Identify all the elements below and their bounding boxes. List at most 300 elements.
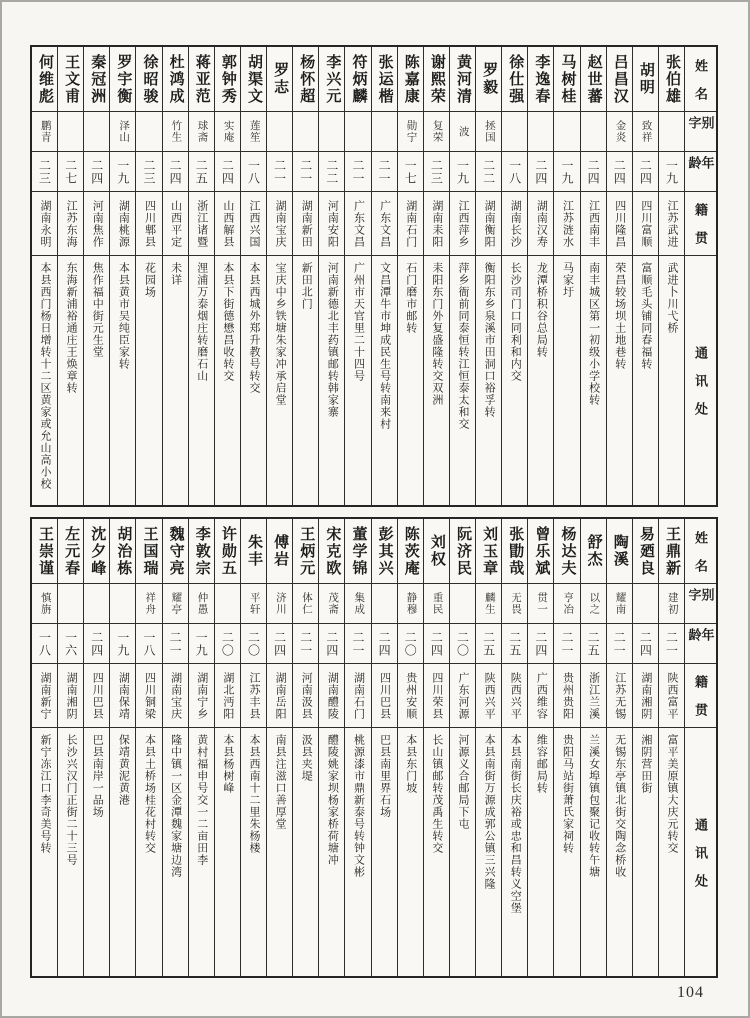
address-cell: 长沙司门口同利和内交 [509,262,522,382]
name-cell: 朱丰 [241,519,266,584]
address-cell: 本县西城外郑升教号转交 [247,262,260,394]
native-place-cell: 湖南保靖 [110,664,135,728]
address-cell: 龙潭桥积谷总局转 [535,262,548,358]
age-cell: 一九 [450,152,475,192]
name-cell: 魏守亮 [163,519,188,584]
courtesy-name-cell [554,112,579,152]
name-cell: 罗志 [267,47,292,112]
courtesy-name-cell: 亨冶 [554,584,579,624]
roster-table-top [30,45,718,507]
name-cell: 王文甫 [58,47,83,112]
courtesy-name-cell: 致祥 [633,112,658,152]
row-header-zi: 别 字 [685,112,716,152]
courtesy-name-cell: 金炎 [607,112,632,152]
native-place-cell: 广东河源 [450,664,475,728]
address-cell: 本县黄市吴纯臣家转 [117,262,130,370]
courtesy-name-cell [528,112,553,152]
age-cell: 二一 [293,624,318,664]
age-cell: 二一 [345,152,370,192]
native-place-cell: 湖南岳阳 [267,664,292,728]
courtesy-name-cell [659,112,684,152]
courtesy-name-cell [293,112,318,152]
name-cell: 陈嘉康 [398,47,423,112]
native-place-cell: 山西平定 [163,192,188,256]
courtesy-name-cell: 济川 [267,584,292,624]
address-cell: 富平美原镇大庆元转交 [665,734,678,854]
person-column [83,47,109,505]
age-cell: 一九 [189,624,214,664]
native-place-cell: 江苏丰县 [241,664,266,728]
name-cell: 罗宇衡 [110,47,135,112]
native-place-cell: 江西兴国 [241,192,266,256]
name-cell: 赵世蕃 [581,47,606,112]
address-cell: 萍乡衙前同泰恒转江恒泰太和交 [456,262,469,430]
courtesy-name-cell [267,112,292,152]
name-cell: 刘权 [424,519,449,584]
address-cell: 贵阳马站街萧氏家祠转 [561,734,574,854]
person-column [553,519,579,976]
address-cell: 衡阳东乡泉溪市田洞口裕孚转 [483,262,496,418]
address-cell: 宝庆中乡铁塘朱家冲承启堂 [274,262,287,406]
address-cell: 黄村福申号交一二亩田李 [195,734,208,866]
age-cell: 一六 [58,624,83,664]
native-place-cell: 四川荣县 [424,664,449,728]
courtesy-name-cell: 祥舟 [136,584,161,624]
native-place-cell: 陕西兴平 [502,664,527,728]
name-cell: 杜鸿成 [163,47,188,112]
person-column [371,47,397,505]
name-cell: 傅岩 [267,519,292,584]
age-cell: 二一 [554,624,579,664]
age-cell: 一八 [136,624,161,664]
age-cell: 二〇 [215,624,240,664]
person-column [266,47,292,505]
native-place-cell: 湖南新宁 [32,664,57,728]
native-place-cell: 江西萍乡 [450,192,475,256]
address-cell: 湘阴营田街 [639,734,652,794]
native-place-cell: 湖南湘阴 [633,664,658,728]
native-place-cell: 湖南醴陵 [319,664,344,728]
native-place-cell: 四川郫县 [136,192,161,256]
name-cell: 徐昭骏 [136,47,161,112]
person-column [553,47,579,505]
age-cell: 二四 [633,624,658,664]
person-column [57,519,83,976]
age-cell: 二五 [502,624,527,664]
person-column [527,47,553,505]
person-column [135,47,161,505]
person-column [292,519,318,976]
header-column [684,519,716,976]
address-cell: 河南新德北丰药镇邮转韩家寨 [326,262,339,418]
person-column [501,47,527,505]
name-cell: 胡渠文 [241,47,266,112]
address-cell: 本县西南十二里朱杨楼 [247,734,260,854]
name-cell: 胡治栋 [110,519,135,584]
address-cell: 本县杨树峰 [221,734,234,794]
age-cell: 二一 [345,624,370,664]
address-cell: 文昌潭牛市坤成民生号转南来村 [378,262,391,430]
native-place-cell: 河南焦作 [84,192,109,256]
name-cell: 董学锦 [345,519,370,584]
native-place-cell: 湖南宁乡 [189,664,214,728]
header-column [684,47,716,505]
age-cell: 二三 [32,152,57,192]
row-header-native: 籍 贯 [685,192,716,256]
courtesy-name-cell [58,112,83,152]
person-column [423,519,449,976]
name-cell: 彭其兴 [372,519,397,584]
age-cell: 二四 [581,152,606,192]
address-cell: 花园场 [143,262,156,298]
native-place-cell: 江苏东海 [58,192,83,256]
name-cell: 张勖哉 [502,519,527,584]
courtesy-name-cell [502,112,527,152]
courtesy-name-cell: 贯一 [528,584,553,624]
name-cell: 秦冠洲 [84,47,109,112]
name-cell: 符炳麟 [345,47,370,112]
person-column [32,519,57,976]
courtesy-name-cell: 实庵 [215,112,240,152]
native-place-cell: 广西维容 [528,664,553,728]
name-cell: 胡明 [633,47,658,112]
courtesy-name-cell [110,584,135,624]
address-cell: 河源义合邮局下屯 [456,734,469,830]
native-place-cell: 浙江诸暨 [189,192,214,256]
age-cell: 一八 [241,152,266,192]
age-cell: 二四 [163,152,188,192]
native-place-cell: 四川隆昌 [607,192,632,256]
native-place-cell: 浙江兰溪 [581,664,606,728]
native-place-cell: 江西南丰 [581,192,606,256]
age-cell: 一八 [502,152,527,192]
name-cell: 许勋五 [215,519,240,584]
age-cell: 二四 [319,624,344,664]
address-cell: 长沙兴汉门正街二十三号 [65,734,78,866]
age-cell: 二四 [372,624,397,664]
person-column [580,519,606,976]
age-cell: 二〇 [450,624,475,664]
name-cell: 王炳元 [293,519,318,584]
row-header-native: 籍 贯 [685,664,716,728]
person-column [606,519,632,976]
age-cell: 二四 [528,152,553,192]
native-place-cell: 江苏武进 [659,192,684,256]
address-cell: 桃源漆市鼎新泰号转钟文彬 [352,734,365,878]
age-cell: 二四 [84,624,109,664]
age-cell: 二四 [267,624,292,664]
native-place-cell: 湖南宝庆 [267,192,292,256]
courtesy-name-cell: 拯国 [476,112,501,152]
person-column [214,519,240,976]
courtesy-name-cell: 波 [450,112,475,152]
row-header-age: 年 龄 [685,152,716,192]
name-cell: 李逸春 [528,47,553,112]
courtesy-name-cell: 建初 [659,584,684,624]
age-cell: 二四 [633,152,658,192]
person-column [292,47,318,505]
courtesy-name-cell [372,112,397,152]
age-cell: 二〇 [241,624,266,664]
name-cell: 蒋亚范 [189,47,214,112]
person-column [266,519,292,976]
native-place-cell: 四川铜梁 [136,664,161,728]
name-cell: 曾乐斌 [528,519,553,584]
address-cell: 石门磨市邮转 [404,262,417,334]
address-cell: 未详 [169,262,182,286]
name-cell: 李敦宗 [189,519,214,584]
courtesy-name-cell [450,584,475,624]
address-cell: 南县注滋口善厚堂 [274,734,287,830]
native-place-cell: 四川巴县 [84,664,109,728]
native-place-cell: 湖南衡阳 [476,192,501,256]
age-cell: 一九 [659,152,684,192]
native-place-cell: 湖南石门 [398,192,423,256]
courtesy-name-cell: 慎旃 [32,584,57,624]
native-place-cell: 陕西兴平 [476,664,501,728]
address-cell: 本县南街万源成郭公镇三兴隆 [483,734,496,890]
person-column [527,519,553,976]
row-header-zi: 别 字 [685,584,716,624]
roster-table-bottom [30,517,718,978]
age-cell: 二四 [424,624,449,664]
address-cell: 广州市天官里二十四号 [352,262,365,382]
name-cell: 宋克欧 [319,519,344,584]
address-cell: 长山镇邮转茂禹生转交 [430,734,443,854]
person-column [344,47,370,505]
address-cell: 汲县夹堤 [300,734,313,782]
native-place-cell: 山西解县 [215,192,240,256]
person-column [658,47,684,505]
name-cell: 罗毅 [476,47,501,112]
person-column [318,47,344,505]
age-cell: 二三 [424,152,449,192]
person-column [632,47,658,505]
person-column [162,519,188,976]
age-cell: 二一 [293,152,318,192]
courtesy-name-cell: 球斋 [189,112,214,152]
age-cell: 一九 [110,624,135,664]
person-column [475,47,501,505]
person-column [423,47,449,505]
native-place-cell: 江苏涟水 [554,192,579,256]
address-cell: 焦作福中街元生堂 [91,262,104,358]
person-column [135,519,161,976]
person-column [449,47,475,505]
courtesy-name-cell [372,584,397,624]
courtesy-name-cell: 竹生 [163,112,188,152]
native-place-cell: 湖南湘阴 [58,664,83,728]
courtesy-name-cell [58,584,83,624]
name-cell: 张运楷 [372,47,397,112]
address-cell: 醴陵姚家坝杨家桥荷塘冲 [326,734,339,866]
age-cell: 二五 [189,152,214,192]
name-cell: 杨怀超 [293,47,318,112]
age-cell: 二四 [607,152,632,192]
address-cell: 新宁冻江口李奇美号转 [38,734,51,854]
person-column [344,519,370,976]
address-cell: 荣昌较场坝土地巷转 [613,262,626,370]
address-cell: 东海新浦裕通庄王焕章转 [65,262,78,394]
name-cell: 吕昌汉 [607,47,632,112]
age-cell: 二七 [58,152,83,192]
address-cell: 富顺毛头铺同春福转 [639,262,652,370]
name-cell: 舒杰 [581,519,606,584]
courtesy-name-cell: 重民 [424,584,449,624]
courtesy-name-cell: 集成 [345,584,370,624]
courtesy-name-cell: 泽山 [110,112,135,152]
address-cell: 巴县南岸一品场 [91,734,104,818]
age-cell: 二四 [215,152,240,192]
person-column [188,519,214,976]
courtesy-name-cell: 平轩 [241,584,266,624]
name-cell: 刘玉章 [476,519,501,584]
address-cell: 南丰城区第一初级小学校转 [587,262,600,406]
name-cell: 陈茨庵 [398,519,423,584]
native-place-cell: 河南安阳 [319,192,344,256]
courtesy-name-cell [319,112,344,152]
age-cell: 二四 [84,152,109,192]
person-column [606,47,632,505]
native-place-cell: 贵州安顺 [398,664,423,728]
age-cell: 一九 [110,152,135,192]
age-cell: 一八 [32,624,57,664]
person-column [109,519,135,976]
age-cell: 二二 [319,152,344,192]
name-cell: 谢熙荣 [424,47,449,112]
name-cell: 马树桂 [554,47,579,112]
native-place-cell: 广东文昌 [372,192,397,256]
name-cell: 李兴元 [319,47,344,112]
address-cell: 本县南街长庆裕或忠和昌转义空堡 [509,734,522,914]
person-column [240,47,266,505]
person-column [57,47,83,505]
address-cell: 本县土桥场桂花村转交 [143,734,156,854]
name-cell: 王国瑞 [136,519,161,584]
person-column [318,519,344,976]
address-cell: 保靖黄泥黄港 [117,734,130,806]
native-place-cell: 湖南宝庆 [163,664,188,728]
courtesy-name-cell: 勋宁 [398,112,423,152]
name-cell: 左元春 [58,519,83,584]
native-place-cell: 湖南长沙 [502,192,527,256]
person-column [449,519,475,976]
courtesy-name-cell [215,584,240,624]
name-cell: 黄河清 [450,47,475,112]
courtesy-name-cell: 耀亭 [163,584,188,624]
person-column [632,519,658,976]
address-cell: 无锡东亭镇北街交陶念桥收 [613,734,626,878]
address-cell: 隆中镇一区金潭魏家塘边湾 [169,734,182,878]
native-place-cell: 湖北沔阳 [215,664,240,728]
courtesy-name-cell [345,112,370,152]
name-cell: 杨达夫 [554,519,579,584]
person-column [501,519,527,976]
address-cell: 新田北门 [300,262,313,310]
row-header-addr: 通 讯 处 [693,346,708,415]
person-column [371,519,397,976]
age-cell: 一九 [554,152,579,192]
age-cell: 二二 [476,152,501,192]
age-cell: 二一 [607,624,632,664]
name-cell: 沈夕峰 [84,519,109,584]
courtesy-name-cell: 无畏 [502,584,527,624]
courtesy-name-cell [136,112,161,152]
row-header-name: 姓 名 [685,47,716,112]
person-column [240,519,266,976]
address-cell: 武进卜川弋桥 [665,262,678,334]
row-header-name: 姓 名 [685,519,716,584]
name-cell: 张伯雄 [659,47,684,112]
person-column [83,519,109,976]
age-cell: 二一 [163,624,188,664]
name-cell: 王鼎新 [659,519,684,584]
person-column [397,47,423,505]
age-cell: 二五 [476,624,501,664]
age-cell: 二五 [581,624,606,664]
age-cell: 二一 [372,152,397,192]
courtesy-name-cell: 仲愚 [189,584,214,624]
row-header-age: 年 龄 [685,624,716,664]
courtesy-name-cell: 麟生 [476,584,501,624]
name-cell: 易廼良 [633,519,658,584]
native-place-cell: 贵州贵阳 [554,664,579,728]
person-column [397,519,423,976]
native-place-cell: 四川巴县 [372,664,397,728]
courtesy-name-cell: 鹏青 [32,112,57,152]
native-place-cell: 广东文昌 [345,192,370,256]
person-column [109,47,135,505]
native-place-cell: 湖南新田 [293,192,318,256]
native-place-cell: 河南汲县 [293,664,318,728]
address-cell: 浬浦万泰烟庄转磨石山 [195,262,208,382]
courtesy-name-cell: 耀南 [607,584,632,624]
address-cell: 巴县南里界石场 [378,734,391,818]
person-column [214,47,240,505]
native-place-cell: 湖南汉寿 [528,192,553,256]
courtesy-name-cell [633,584,658,624]
name-cell: 陶溪 [607,519,632,584]
row-header-addr: 通 讯 处 [693,817,708,887]
address-cell: 马家圩 [561,262,574,298]
address-cell: 本县西门杨日增转十二区黄家或允山高小校 [38,262,51,490]
age-cell: 二一 [267,152,292,192]
name-cell: 阮济民 [450,519,475,584]
name-cell: 徐仕强 [502,47,527,112]
courtesy-name-cell: 体仁 [293,584,318,624]
person-column [188,47,214,505]
age-cell: 一七 [398,152,423,192]
address-cell: 兰溪女埠镇包聚记收转午塘 [587,734,600,878]
native-place-cell: 湖南石门 [345,664,370,728]
native-place-cell: 湖南桃源 [110,192,135,256]
person-column [475,519,501,976]
courtesy-name-cell: 莲笙 [241,112,266,152]
name-cell: 何维彪 [32,47,57,112]
native-place-cell: 陕西富平 [659,664,684,728]
courtesy-name-cell: 以之 [581,584,606,624]
address-cell: 本县东门坡 [404,734,417,794]
person-column [162,47,188,505]
native-place-cell: 湖南耒阳 [424,192,449,256]
name-cell: 王崇谨 [32,519,57,584]
person-column [32,47,57,505]
age-cell: 二三 [136,152,161,192]
address-cell: 维容邮局转 [535,734,548,794]
native-place-cell: 湖南永明 [32,192,57,256]
name-cell: 郭钟秀 [215,47,240,112]
courtesy-name-cell: 复荣 [424,112,449,152]
